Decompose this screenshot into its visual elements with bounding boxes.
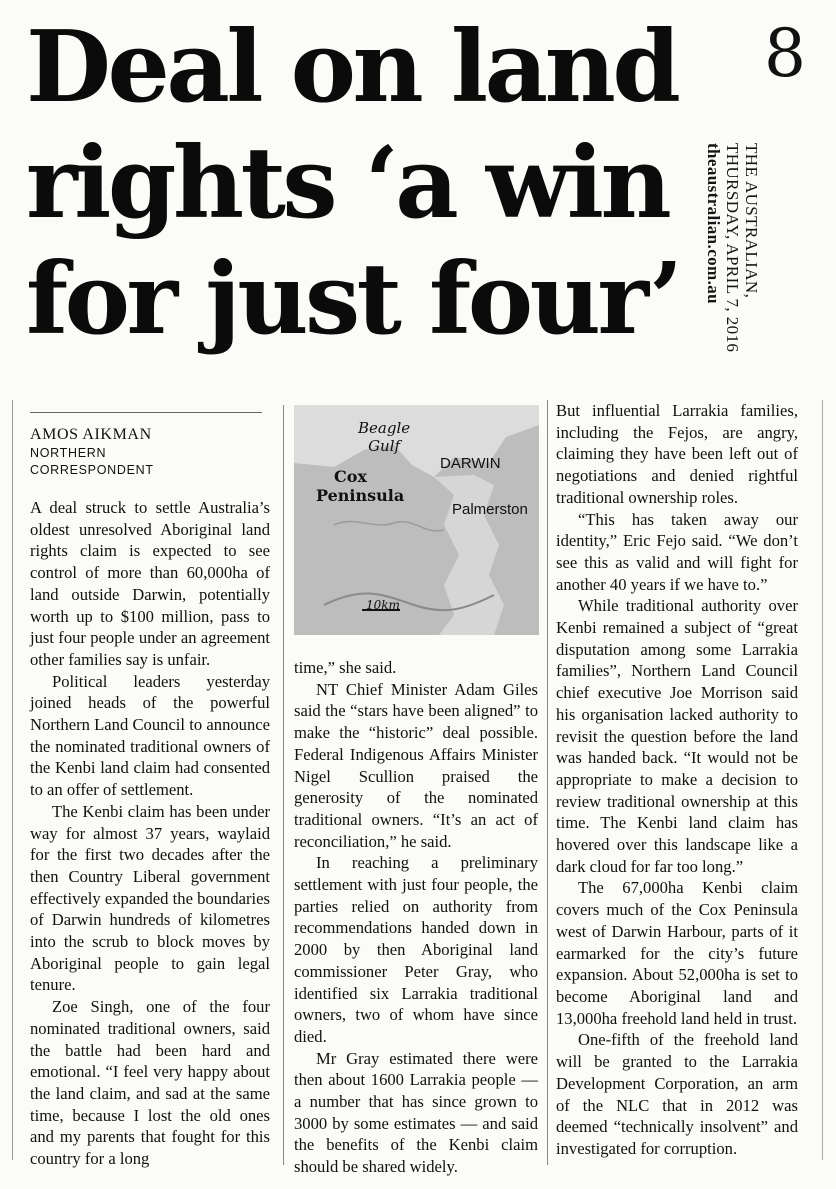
byline-rule [30,412,262,413]
paragraph: One-fifth of the freehold land will be granted to the Larrakia Development Corporation, an arm of the NLC that in 2012 was deemed “technically insolvent” and investigated for corruption. [556,1030,798,1158]
map-sea-label-2: Gulf [368,437,401,455]
page-number: 8 [764,15,806,92]
byline-role-1: NORTHERN [30,446,107,460]
byline-author: AMOS AIKMAN [30,426,152,443]
paragraph: But influential Larrakia families, including the Fejos, are angry, claiming they have been left out of negotiations and denied rightful traditional ownership roles. [556,401,798,507]
column-divider-right [547,400,548,1165]
headline-line-3: for just four’ [26,242,680,357]
map-peninsula-label-2: Peninsula [316,486,405,505]
paragraph: Zoe Singh, one of the four nominated traditional owners, said the battle had been hard and emotional. “I feel very happy about the land claim, and sad at the same time, because I lost the old ones and my parents that fought for this country for a long [30,997,270,1169]
map-sea-label-1: Beagle [358,419,411,437]
paragraph: time,” she said. [294,658,397,677]
byline-role-2: CORRESPONDENT [30,463,154,477]
column-divider-left [283,405,284,1165]
headline [26,10,706,358]
paragraph: “This has taken away our identity,” Eric Fejo said. “We don’t see this as valid and will fight for another 40 years if we have to.” [556,509,798,594]
article-column-3 [556,400,798,1160]
masthead [704,143,761,352]
paragraph: The Kenbi claim has been under way for almost 37 years, waylaid for the first two decades after the then Country Liberal government effectively expanded the boundaries of Darwin hundreds of kilometres into the scrub to block moves by Aboriginal people to gain legal tenure. [30,801,270,995]
headline-line-2: rights ‘a win [26,126,669,241]
masthead-website: theaustralian.com.au [704,143,723,304]
paragraph: Mr Gray estimated there were then about 1600 Larrakia people — a number that has since grown to 3000 by some estimates — and said the benefits of the Kenbi claim should be shared widely. [294,1048,538,1177]
paragraph: The 67,000ha Kenbi claim covers much of the Cox Peninsula west of Darwin Harbour, parts of it earmarked for the city’s future expansion. About 52,000ha is set to become Aboriginal land and 13,000ha freehold land held in trust. [556,878,798,1028]
map-label-cox-peninsula [316,467,404,505]
map-scale-label: 10km [366,598,400,612]
byline [30,425,270,479]
article-column-2 [294,657,538,1178]
map-label-palmerston: Palmerston [452,501,528,518]
paragraph: NT Chief Minister Adam Giles said the “stars have been aligned” to make the “historic” deal possible. Federal Indigenous Affairs Minister Nigel Scullion praised the generosity of the nominated traditional owners. “It’s an act of reconciliation,” he said. [294,679,538,851]
page-edge-right [822,400,823,1160]
map-label-darwin: DARWIN [440,455,501,472]
map-label-beagle-gulf [358,419,410,455]
paragraph: While traditional authority over Kenbi remained a subject of “great disputation among some Larrakia families”, Northern Land Council chief executive Joe Morrison said his organisation lacked authority to revisit the question before the land was handed back. “It would not be appropriate to make a decision to review traditional ownership at this time. The Kenbi land claim has hovered over this landscape like a dark cloud for far too long.” [556,596,798,876]
masthead-paper-name: THE AUSTRALIAN, [742,143,761,299]
headline-line-1: Deal on land [26,10,678,125]
paragraph: Political leaders yesterday joined heads of the powerful Northern Land Council to announce the nominated traditional owners of the Kenbi land claim had consented to an offer of settlement. [30,671,270,800]
kenbi-map [294,405,539,635]
paragraph: In reaching a preliminary settlement with just four people, the parties relied on authority from recommendations handed down in 2000 by then Aboriginal land commissioner Peter Gray, who identified six Larrakia traditional owners, two of whom have since died. [294,853,538,1046]
map-graphic [294,405,539,635]
masthead-date: THURSDAY, APRIL 7, 2016 [723,143,742,353]
map-peninsula-label-1: Cox [334,467,367,486]
article-column-1 [30,497,270,1170]
page-edge-left [12,400,13,1160]
paragraph: A deal struck to settle Australia’s oldest unresolved Aboriginal land rights claim is expected to see control of more than 60,000ha of land outside Darwin, potentially worth up to $100 million, pass to just four people under an agreement other families say is unfair. [30,498,270,669]
